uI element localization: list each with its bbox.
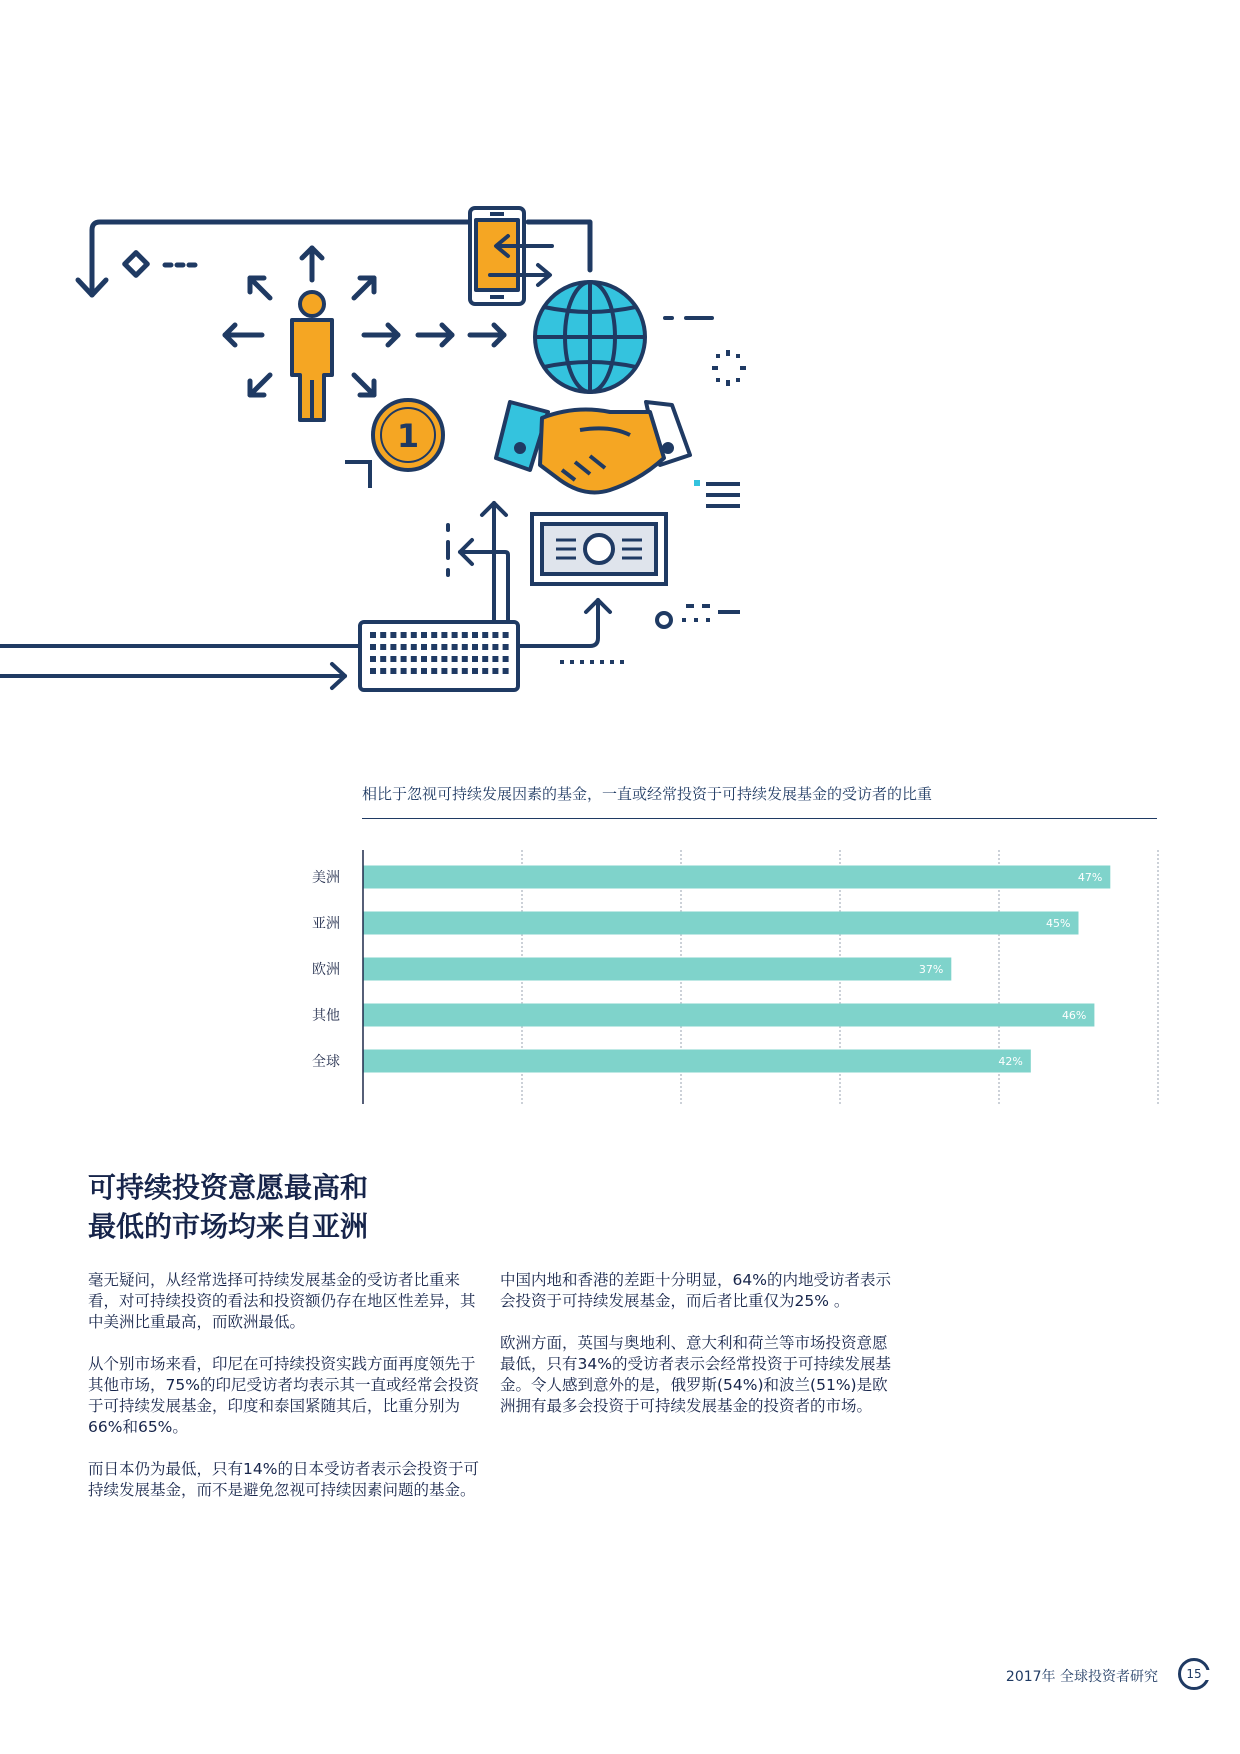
- keyboard-key: [452, 668, 458, 674]
- keyboard-key: [380, 668, 386, 674]
- report-title: 2017年 全球投资者研究: [1005, 1669, 1158, 1685]
- keyboard-key: [390, 656, 396, 662]
- bar: [363, 912, 1079, 935]
- keyboard-key: [472, 668, 478, 674]
- loop-line: [92, 222, 468, 295]
- keyboard-key: [503, 656, 509, 662]
- banknote-icon: [532, 514, 666, 584]
- coin-icon: [373, 400, 443, 470]
- globe-icon: [535, 282, 645, 392]
- keyboard-key: [370, 668, 376, 674]
- value-label: 45%: [1046, 917, 1071, 930]
- left-column: [88, 1270, 488, 1522]
- category-label: 全球: [312, 1054, 340, 1070]
- keyboard-key: [421, 632, 427, 638]
- paragraph: 中国内地和香港的差距十分明显，64%的内地受访者表示会投资于可持续发展基金，而后者比重仅为25% 。: [500, 1271, 891, 1310]
- keyboard-key: [411, 632, 417, 638]
- heading-line-1: 可持续投资意愿最高和: [88, 1171, 369, 1204]
- keyboard-key: [503, 632, 509, 638]
- paragraph: 毫无疑问，从经常选择可持续发展基金的受访者比重来看，对可持续投资的看法和投资额仍存在地区性差异，其中美洲比重最高，而欧洲最低。: [88, 1271, 476, 1331]
- keyboard-key: [411, 644, 417, 650]
- category-label: 欧洲: [312, 962, 340, 978]
- bar: [363, 958, 951, 981]
- right-column: [500, 1270, 900, 1438]
- section-heading: [88, 1168, 608, 1246]
- keyboard-key: [431, 668, 437, 674]
- keyboard-key: [411, 656, 417, 662]
- value-label: 42%: [998, 1055, 1023, 1068]
- keyboard-key: [492, 656, 498, 662]
- keyboard-key: [370, 632, 376, 638]
- person-icon: [292, 292, 332, 420]
- value-label: 47%: [1077, 871, 1103, 884]
- keyboard-key: [482, 644, 488, 650]
- chart-title-rule: [362, 818, 1157, 819]
- keyboard-key: [421, 644, 427, 650]
- keyboard-key: [431, 632, 437, 638]
- keyboard-key: [441, 668, 447, 674]
- keyboard-key: [431, 656, 437, 662]
- category-label: 其他: [312, 1008, 340, 1024]
- keyboard-key: [401, 668, 407, 674]
- keyboard-key: [401, 644, 407, 650]
- page-number: 15: [1186, 1667, 1202, 1681]
- page-number-badge: [1178, 1658, 1210, 1690]
- keyboard-key: [441, 632, 447, 638]
- category-label: 亚洲: [312, 916, 340, 932]
- svg-text:1: 1: [396, 417, 420, 455]
- keyboard-key: [492, 668, 498, 674]
- keyboard-key: [462, 656, 468, 662]
- keyboard-key: [421, 656, 427, 662]
- keyboard-key: [401, 632, 407, 638]
- keyboard-key: [472, 632, 478, 638]
- keyboard-key: [503, 668, 509, 674]
- keyboard-key: [380, 644, 386, 650]
- keyboard-key: [462, 644, 468, 650]
- keyboard-key: [421, 668, 427, 674]
- paragraph: 而日本仍为最低，只有14%的日本受访者表示会投资于可持续发展基金，而不是避免忽视可持续因素问题的基金。: [88, 1460, 479, 1499]
- chart-title: 相比于忽视可持续发展因素的基金，一直或经常投资于可持续发展基金的受访者的比重: [362, 785, 933, 803]
- keyboard-key: [411, 668, 417, 674]
- keyboard-key: [482, 632, 488, 638]
- keyboard-key: [441, 644, 447, 650]
- keyboard-key: [441, 656, 447, 662]
- investment-illustration: [0, 180, 780, 720]
- handshake-icon: [496, 402, 690, 492]
- keyboard-key: [472, 644, 478, 650]
- keyboard-key: [482, 668, 488, 674]
- sparkle-icon: [712, 350, 746, 386]
- keyboard-key: [492, 644, 498, 650]
- keyboard-key: [452, 632, 458, 638]
- keyboard-key: [452, 644, 458, 650]
- value-label: 46%: [1061, 1009, 1087, 1022]
- bar: [363, 1050, 1031, 1073]
- bar: [363, 1004, 1094, 1027]
- keyboard-key: [472, 656, 478, 662]
- keyboard-key: [390, 668, 396, 674]
- keyboard-key: [401, 656, 407, 662]
- keyboard-key: [370, 644, 376, 650]
- heading-line-2: 最低的市场均来自亚洲: [88, 1210, 369, 1243]
- keyboard-key: [370, 656, 376, 662]
- keyboard-key: [390, 632, 396, 638]
- keyboard-key: [452, 656, 458, 662]
- paragraph: 从个别市场来看，印尼在可持续投资实践方面再度领先于其他市场，75%的印尼受访者均表示其一直或经常会投资于可持续发展基金，印度和泰国紧随其后，比重分别为66%和65%。: [88, 1355, 479, 1436]
- keyboard-key: [431, 644, 437, 650]
- keyboard-key: [492, 632, 498, 638]
- paragraph: 欧洲方面，英国与奥地利、意大利和荷兰等市场投资意愿最低，只有34%的受访者表示会经常投资于可持续发展基金。令人感到意外的是，俄罗斯(54%)和波兰(51%)是欧洲拥有最多会投资于可持续发展基金的投资者的市场。: [500, 1334, 891, 1415]
- category-label: 美洲: [312, 870, 340, 886]
- keyboard-key: [503, 644, 509, 650]
- keyboard-key: [380, 656, 386, 662]
- bar-chart: [290, 850, 1170, 1110]
- keyboard-key: [380, 632, 386, 638]
- value-label: 37%: [918, 963, 944, 976]
- bar: [363, 866, 1110, 889]
- keyboard-key: [462, 668, 468, 674]
- keyboard-key: [390, 644, 396, 650]
- keyboard-icon: [360, 622, 518, 690]
- keyboard-key: [462, 632, 468, 638]
- keyboard-key: [482, 656, 488, 662]
- diamond-icon: [125, 253, 148, 276]
- page-footer: [930, 1658, 1210, 1694]
